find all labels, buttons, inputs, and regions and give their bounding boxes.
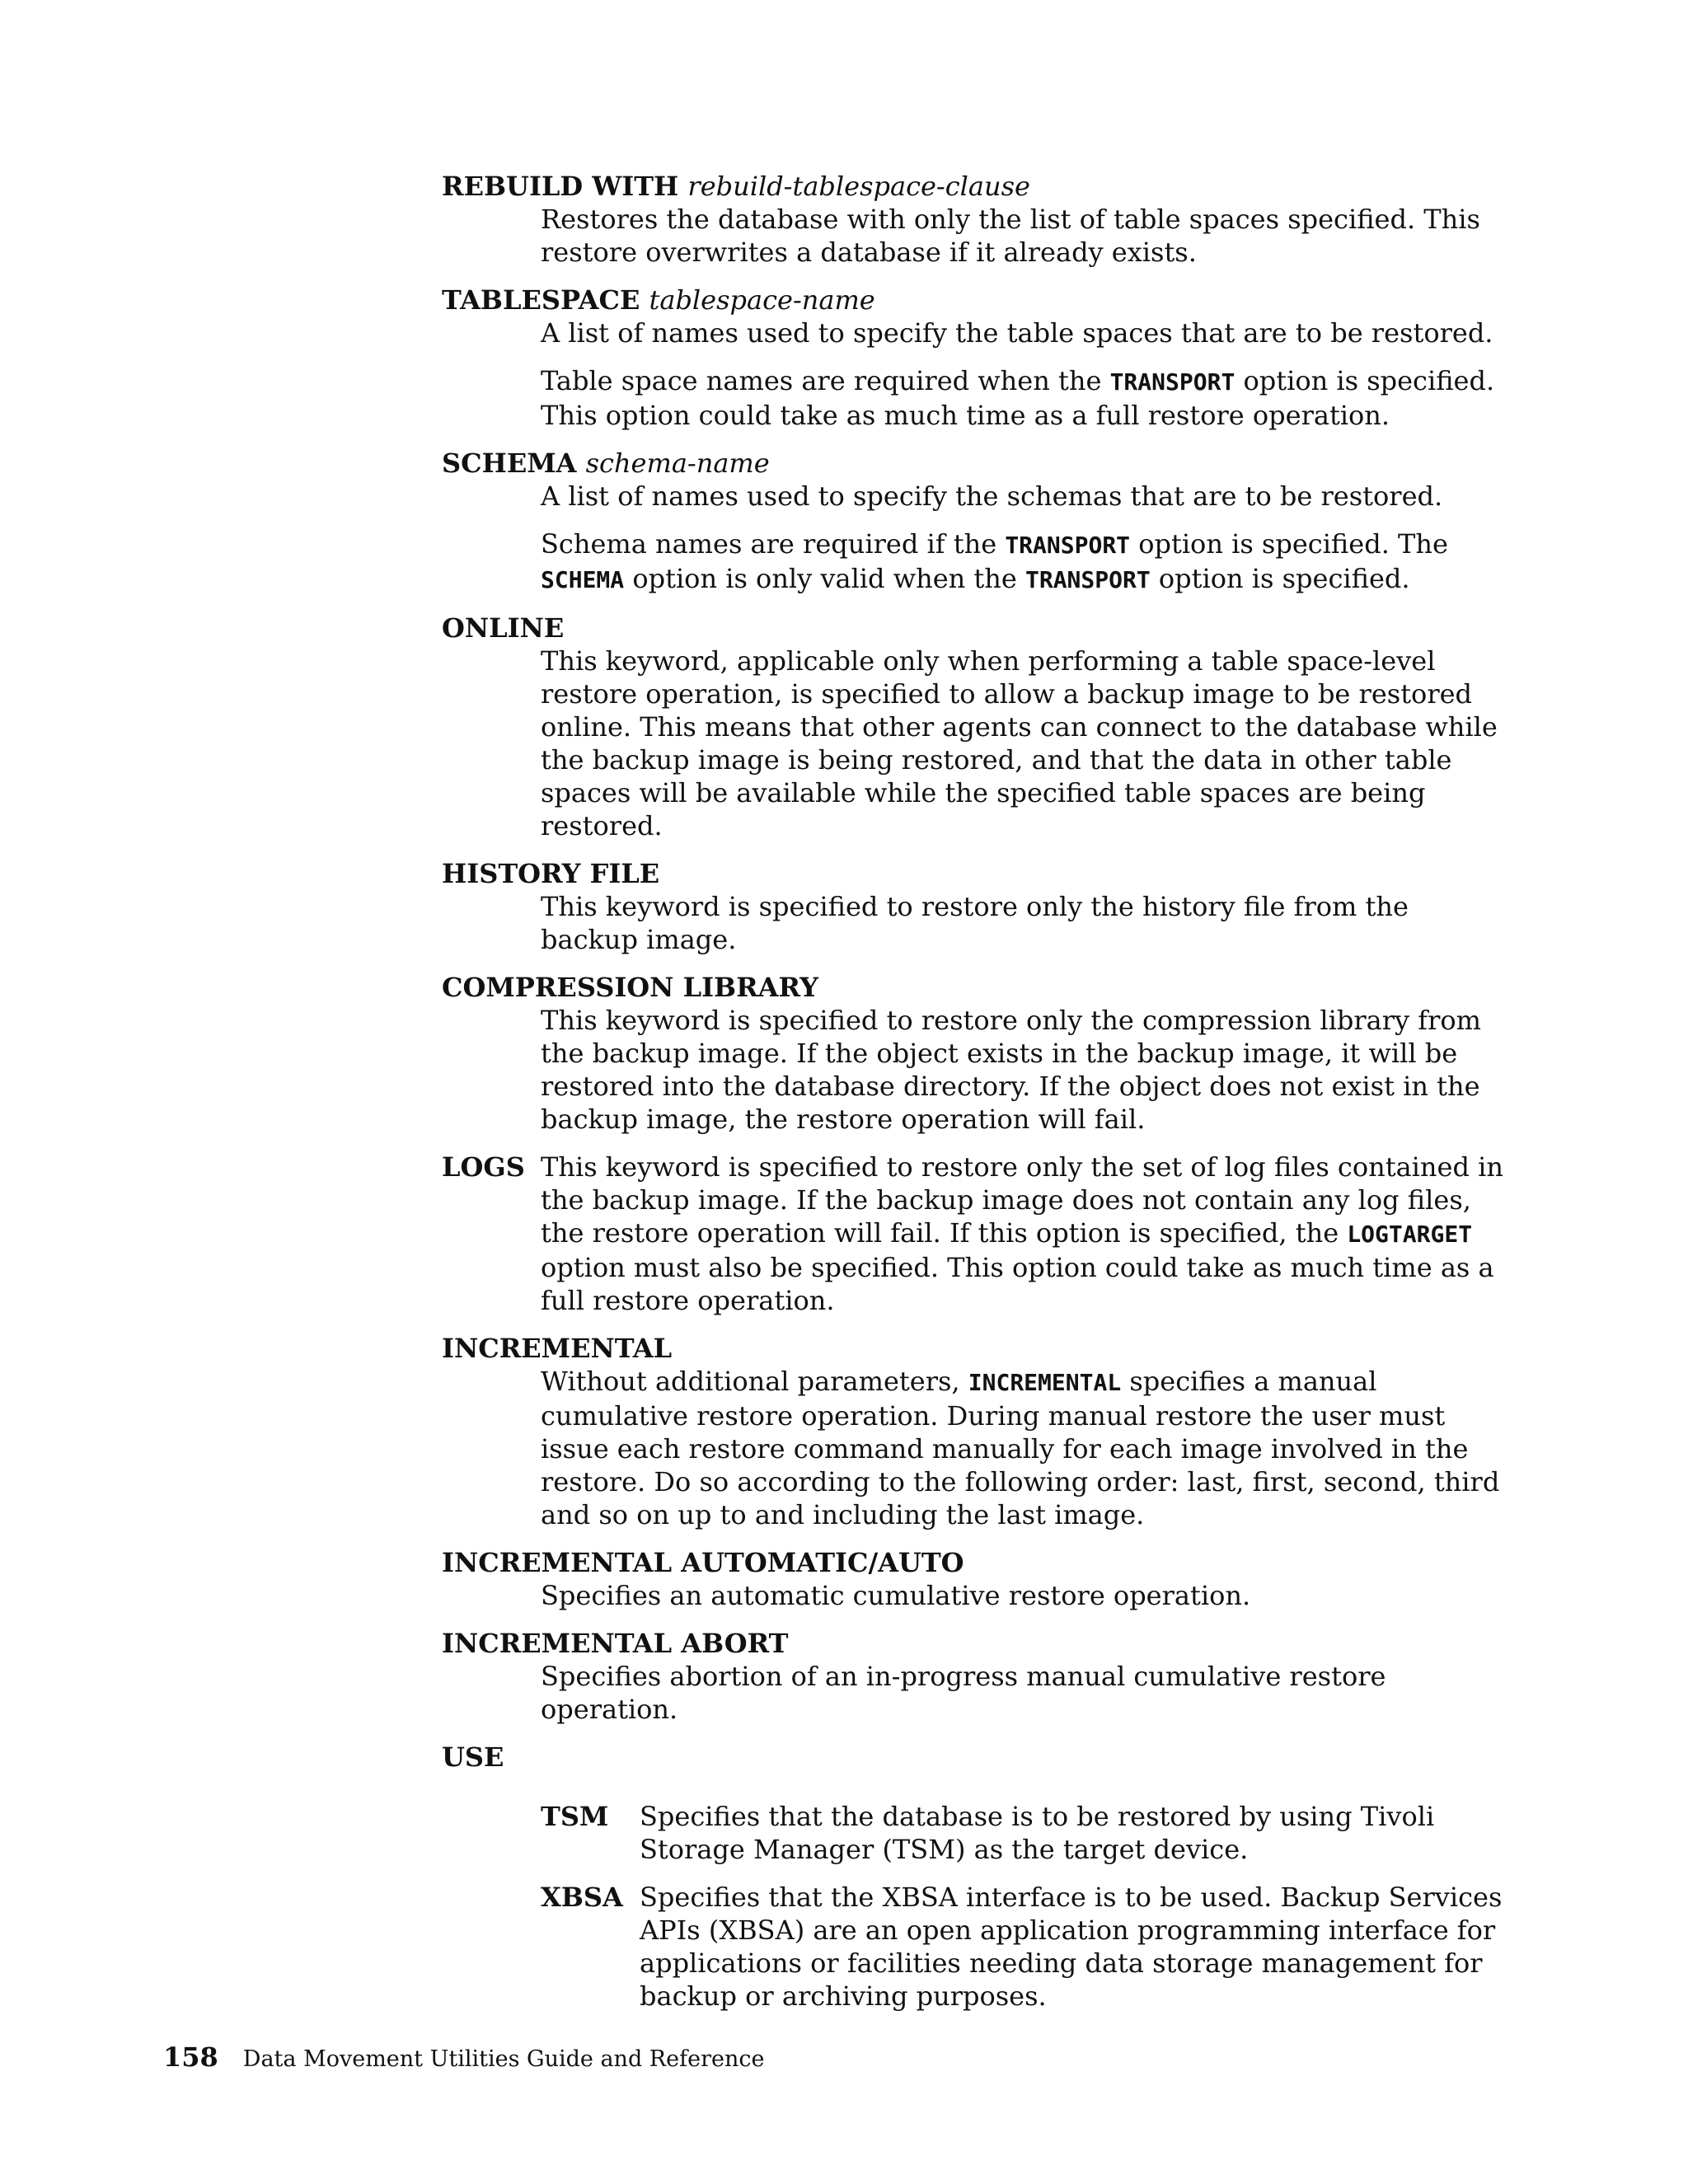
entry-schema: [442, 447, 1505, 597]
keyword: SCHEMA: [541, 566, 625, 593]
book-title: Data Movement Utilities Guide and Reference: [242, 2046, 765, 2072]
entry-term: HISTORY FILE: [442, 858, 660, 889]
entry-description: This keyword, applicable only when performing a table space-level restore operation, is specified to allow a backup image to be restored online. This means that other agents can connect to the database while the backup image is being restored, and that the data in other table spaces will be available while the specified table spaces are being restored.: [541, 645, 1498, 841]
entry-term: ONLINE: [442, 612, 565, 644]
keyword: INCREMENTAL: [968, 1369, 1122, 1396]
entry-argument: schema-name: [585, 448, 770, 479]
entry-use: [442, 1741, 1505, 2013]
entry-description: Specifies abortion of an in-progress manual cumulative restore operation.: [541, 1661, 1386, 1725]
entry-term: COMPRESSION LIBRARY: [442, 972, 818, 1003]
parameter-list: [442, 170, 1505, 2027]
entry-term: TSM: [541, 1801, 609, 1832]
entry-term: TABLESPACE tablespace-name: [442, 284, 875, 316]
use-options: [541, 1800, 1505, 2013]
entry-term: REBUILD WITH rebuild-tablespace-clause: [442, 171, 1030, 202]
entry-compression-library: [442, 971, 1505, 1136]
entry-rebuild-with: [442, 170, 1505, 269]
entry-argument: rebuild-tablespace-clause: [687, 171, 1030, 202]
entry-term: LOGS: [442, 1151, 525, 1183]
page-footer: [163, 2041, 764, 2076]
entry-term: SCHEMA schema-name: [442, 448, 770, 479]
entry-online: [442, 612, 1505, 842]
entry-incremental-automatic: [442, 1546, 1505, 1612]
entry-incremental: [442, 1332, 1505, 1531]
keyword: TRANSPORT: [1025, 566, 1151, 593]
entry-tablespace: [442, 284, 1505, 432]
entry-description: A list of names used to specify the schemas that are to be restored. Schema names are required if the TRANSPORT option is specified. The SCHEMA option is only valid when the TRANSPORT option is specified.: [541, 480, 1448, 594]
entry-description: Specifies that the database is to be restored by using Tivoli Storage Manager (TSM) as the target device.: [640, 1801, 1435, 1865]
entry-term: INCREMENTAL: [442, 1333, 673, 1364]
entry-description: Without additional parameters, INCREMENTAL specifies a manual cumulative restore operation. During manual restore the user must issue each restore command manually for each image involved in the restore. Do so according to the following order: last, first, second, third and so on up to and including the last image.: [541, 1366, 1500, 1530]
entry-tsm: [541, 1800, 1505, 1866]
entry-xbsa: [541, 1881, 1505, 2013]
entry-description: This keyword is specified to restore only the history file from the backup image.: [541, 891, 1409, 955]
entry-description: A list of names used to specify the table spaces that are to be restored. Table space names are required when the TRANSPORT option is specified. This option could take as much time as a full restore operation.: [541, 317, 1495, 431]
entry-description: Specifies an automatic cumulative restore operation.: [541, 1580, 1251, 1611]
entry-description: This keyword is specified to restore only the set of log files contained in the backup image. If the backup image does not contain any log files, the restore operation will fail. If this option is specified, the LOGTARGET option must also be specified. This option could take as much time as a full restore operation.: [541, 1151, 1503, 1316]
keyword: TRANSPORT: [1005, 532, 1131, 559]
entry-argument: tablespace-name: [649, 284, 875, 316]
entry-logs: [442, 1151, 1505, 1317]
page-number: 158: [163, 2041, 218, 2073]
keyword: LOGTARGET: [1347, 1221, 1473, 1248]
entry-history-file: [442, 857, 1505, 956]
entry-description: Restores the database with only the list of table spaces specified. This restore overwrites a database if it already exists.: [541, 204, 1480, 268]
entry-description: Specifies that the XBSA interface is to be used. Backup Services APIs (XBSA) are an open application programming interface for applications or facilities needing data storage management for backup or archiving purposes.: [640, 1882, 1503, 2012]
keyword: TRANSPORT: [1109, 368, 1236, 396]
entry-term: INCREMENTAL ABORT: [442, 1628, 789, 1659]
entry-term: XBSA: [541, 1882, 623, 1913]
entry-term: INCREMENTAL AUTOMATIC/AUTO: [442, 1547, 964, 1578]
entry-term: USE: [442, 1741, 504, 1773]
entry-incremental-abort: [442, 1627, 1505, 1726]
entry-description: This keyword is specified to restore only the compression library from the backup image. If the object exists in the backup image, it will be restored into the database directory. If the object does not exist in the backup image, the restore operation will fail.: [541, 1005, 1481, 1135]
